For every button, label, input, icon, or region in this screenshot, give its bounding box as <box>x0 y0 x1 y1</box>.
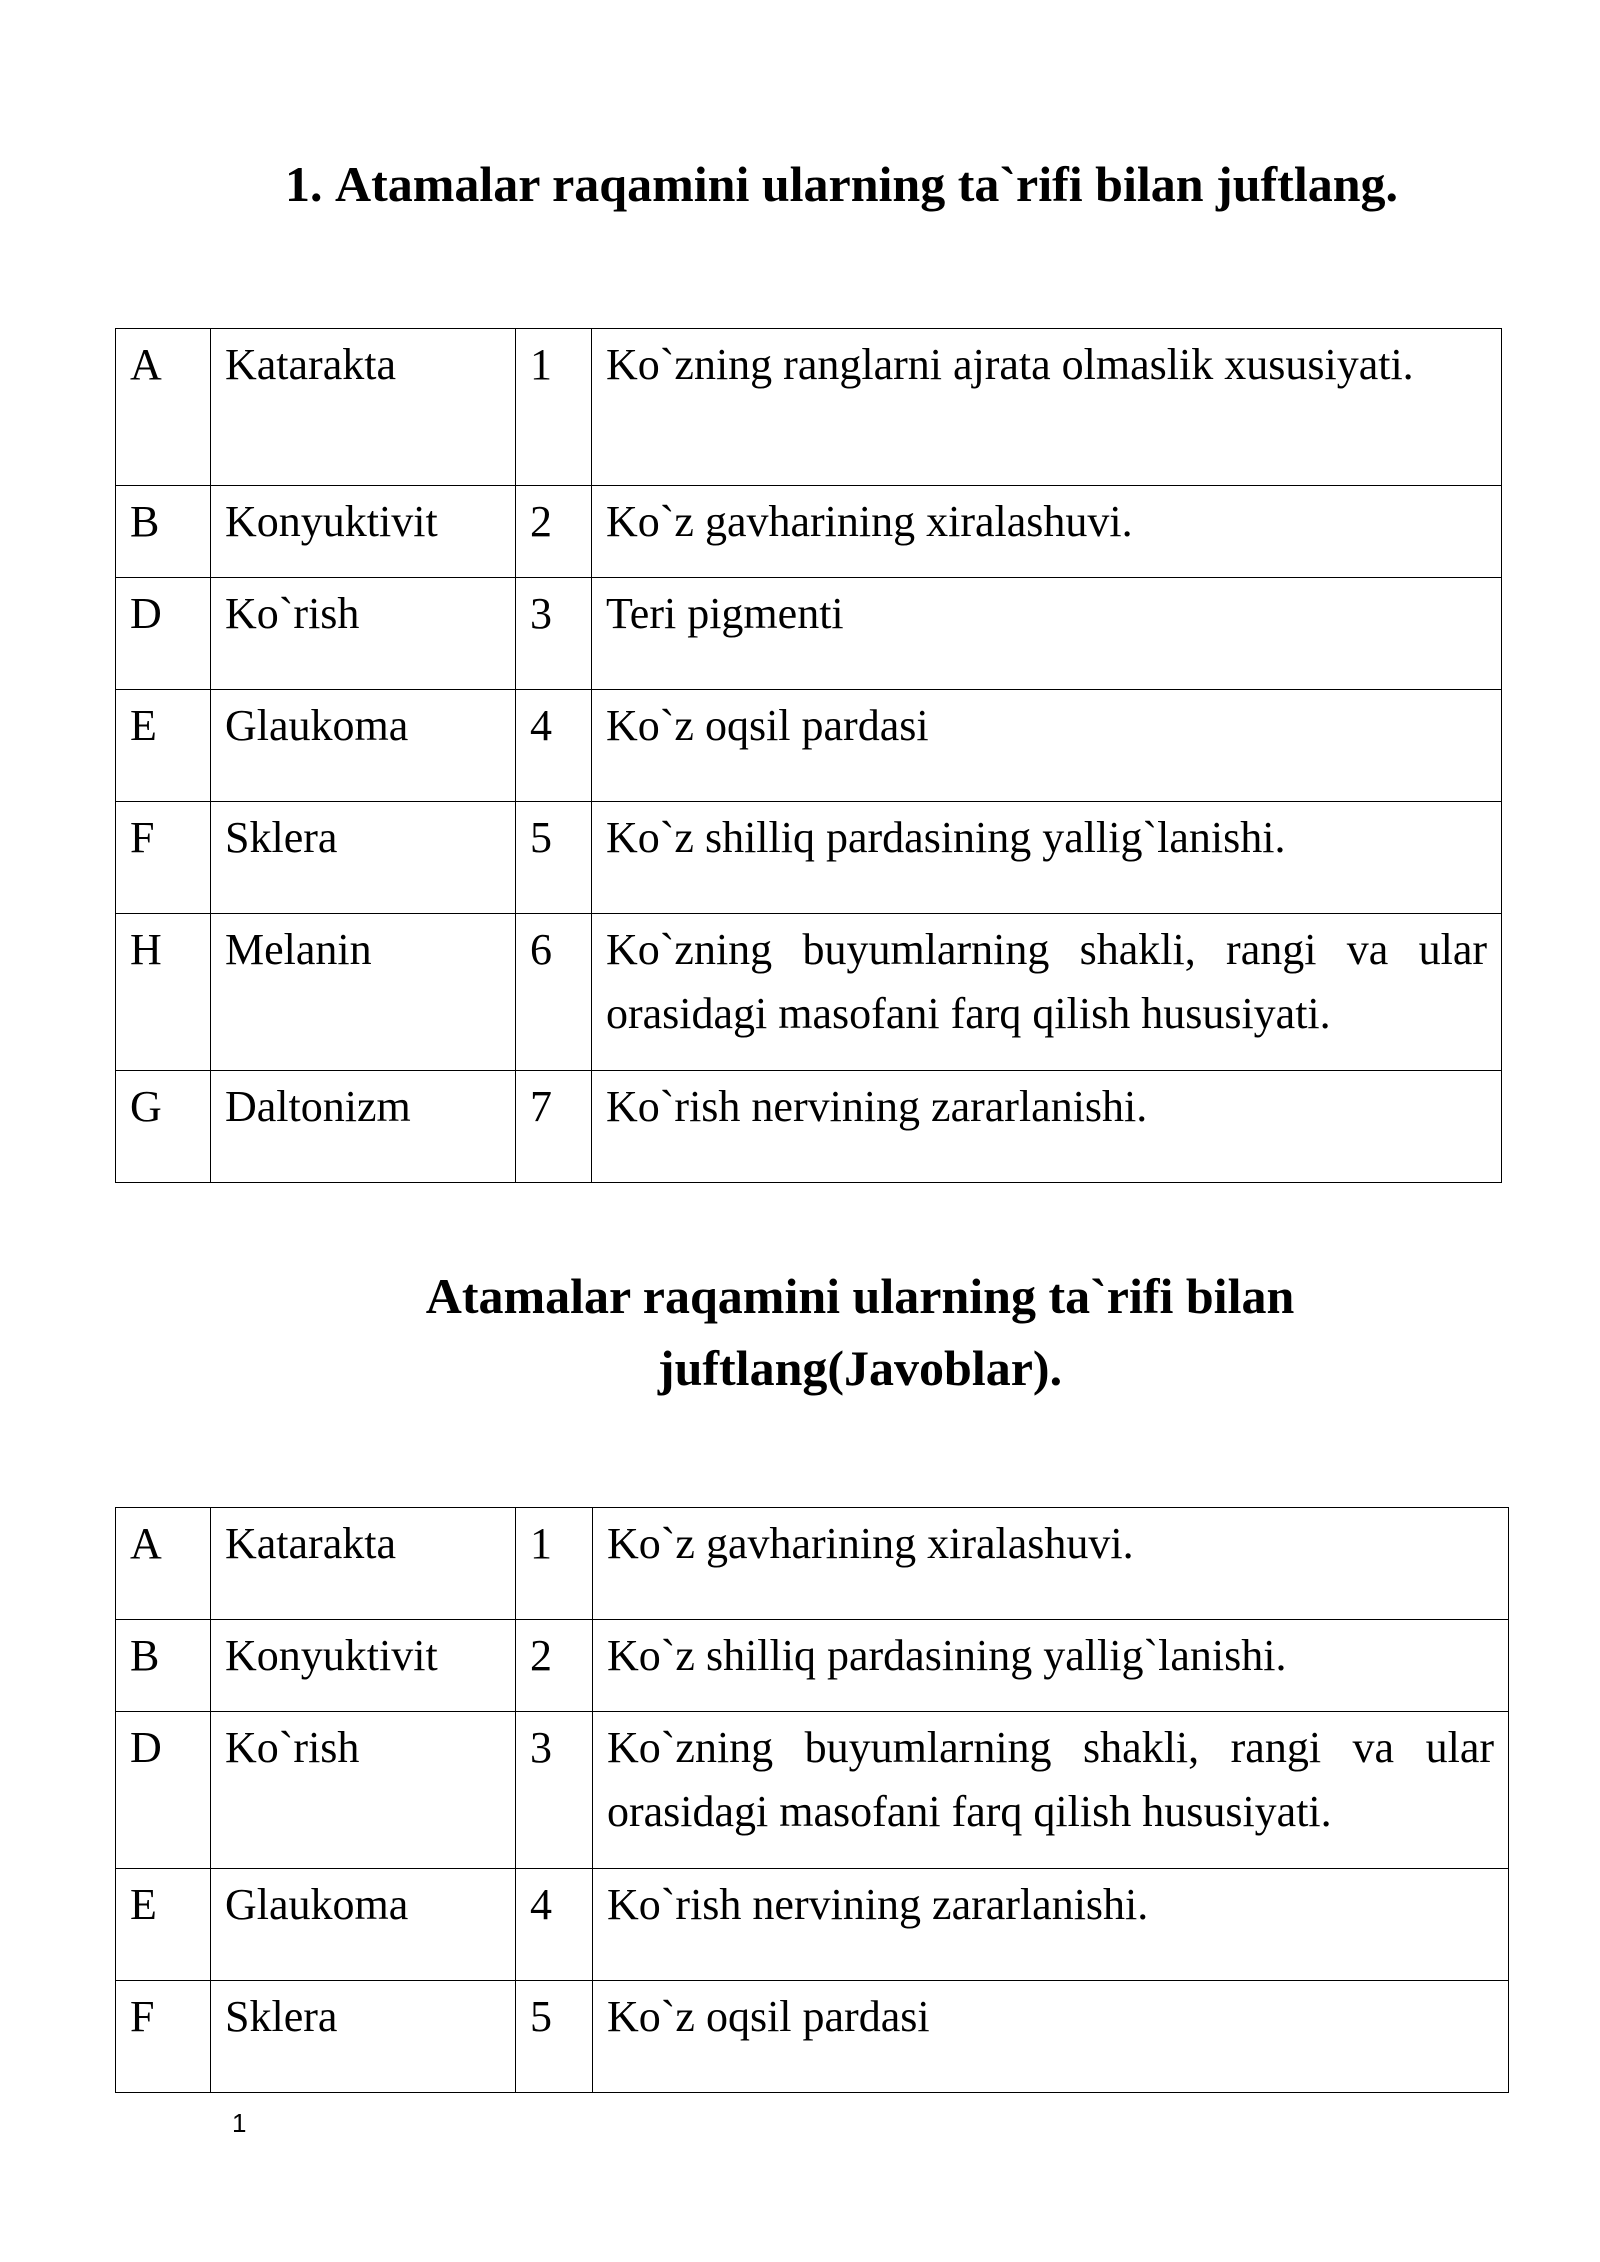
row-term: Melanin <box>211 914 516 1071</box>
row-term: Katarakta <box>211 329 516 486</box>
row-number: 3 <box>516 1712 593 1869</box>
row-term: Sklera <box>211 802 516 914</box>
table-row <box>116 690 1502 802</box>
row-definition: Ko`z gavharining xiralashuvi. <box>593 1508 1509 1620</box>
table-row <box>116 1869 1509 1981</box>
answers-heading-line1: Atamalar raqamini ularning ta`rifi bilan <box>425 1268 1295 1324</box>
row-term: Konyuktivit <box>211 486 516 578</box>
row-definition: Ko`rish nervining zararlanishi. <box>592 1071 1502 1183</box>
answers-heading <box>0 1260 1600 1404</box>
section-heading <box>285 150 1398 218</box>
row-term: Glaukoma <box>211 1869 516 1981</box>
section-title: Atamalar raqamini ularning ta`rifi bilan juftlang. <box>335 156 1399 212</box>
row-definition: Ko`zning ranglarni ajrata olmaslik xususiyati. <box>592 329 1502 486</box>
table-row <box>116 486 1502 578</box>
table-row <box>116 329 1502 486</box>
table-row <box>116 1508 1509 1620</box>
table-row <box>116 1071 1502 1183</box>
table-row <box>116 1981 1509 2093</box>
row-term: Daltonizm <box>211 1071 516 1183</box>
row-number: 7 <box>516 1071 592 1183</box>
row-definition: Ko`z shilliq pardasining yallig`lanishi. <box>592 802 1502 914</box>
row-term: Ko`rish <box>211 578 516 690</box>
row-letter: A <box>116 1508 211 1620</box>
row-term: Ko`rish <box>211 1712 516 1869</box>
row-definition: Ko`z oqsil pardasi <box>592 690 1502 802</box>
row-letter: F <box>116 1981 211 2093</box>
row-term: Katarakta <box>211 1508 516 1620</box>
row-number: 2 <box>516 1620 593 1712</box>
row-number: 5 <box>516 802 592 914</box>
row-term: Sklera <box>211 1981 516 2093</box>
row-number: 3 <box>516 578 592 690</box>
row-letter: A <box>116 329 211 486</box>
questions-table <box>115 328 1502 1183</box>
row-number: 1 <box>516 329 592 486</box>
row-letter: H <box>116 914 211 1071</box>
row-definition: Ko`zning buyumlarning shakli, rangi va ular orasidagi masofani farq qilish hususiyati. <box>593 1712 1509 1869</box>
answers-table <box>115 1507 1509 2093</box>
row-letter: D <box>116 1712 211 1869</box>
row-letter: B <box>116 1620 211 1712</box>
section-number: 1. <box>285 156 323 212</box>
row-letter: G <box>116 1071 211 1183</box>
answers-heading-line2: juftlang(Javoblar). <box>657 1340 1063 1396</box>
row-letter: E <box>116 1869 211 1981</box>
row-letter: E <box>116 690 211 802</box>
row-number: 1 <box>516 1508 593 1620</box>
row-number: 4 <box>516 690 592 802</box>
table-row <box>116 578 1502 690</box>
row-definition: Ko`z gavharining xiralashuvi. <box>592 486 1502 578</box>
row-letter: D <box>116 578 211 690</box>
row-number: 2 <box>516 486 592 578</box>
table-row <box>116 914 1502 1071</box>
row-number: 6 <box>516 914 592 1071</box>
row-letter: F <box>116 802 211 914</box>
table-row <box>116 802 1502 914</box>
row-definition: Ko`z oqsil pardasi <box>593 1981 1509 2093</box>
row-term: Konyuktivit <box>211 1620 516 1712</box>
row-definition: Ko`rish nervining zararlanishi. <box>593 1869 1509 1981</box>
row-definition: Teri pigmenti <box>592 578 1502 690</box>
table-row <box>116 1620 1509 1712</box>
row-definition: Ko`zning buyumlarning shakli, rangi va ular orasidagi masofani farq qilish hususiyati. <box>592 914 1502 1071</box>
row-term: Glaukoma <box>211 690 516 802</box>
row-letter: B <box>116 486 211 578</box>
row-definition: Ko`z shilliq pardasining yallig`lanishi. <box>593 1620 1509 1712</box>
page-number: 1 <box>232 2108 247 2138</box>
row-number: 5 <box>516 1981 593 2093</box>
row-number: 4 <box>516 1869 593 1981</box>
table-row <box>116 1712 1509 1869</box>
